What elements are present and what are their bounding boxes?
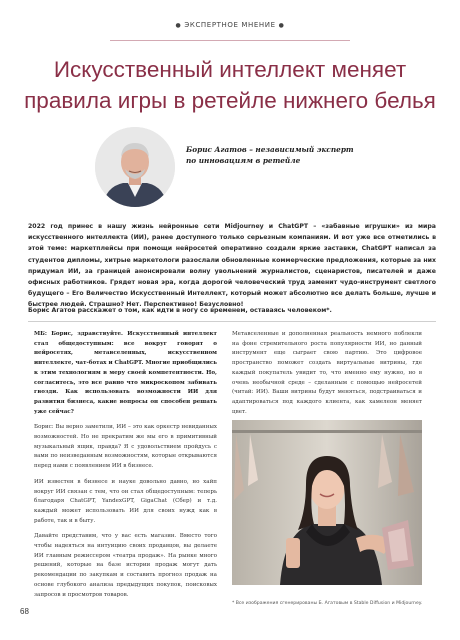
title-line-1: Искусственный интеллект меняет	[53, 57, 407, 82]
store-illustration	[232, 420, 422, 585]
body-paragraph: ИИ известен в бизнесе и науке довольно давно, но хайп вокруг ИИ связан с тем, что он стал общедоступным: теперь благодаря ChatGPT, YandexGPT, GigaChat (Сбер) и т.д. каждый может использовать ИИ для своих нужд как в работе, так и в быту.	[34, 478, 217, 524]
kicker-text: ЭКСПЕРТНОЕ МНЕНИЕ	[184, 21, 276, 29]
page-number: 68	[20, 607, 29, 616]
author-caption	[186, 144, 366, 166]
bullet-icon: ●	[175, 22, 182, 29]
lead-subhead: Борис Агатов расскажет о том, как идти в ногу со временем, оставаясь человеком*.	[28, 307, 332, 314]
image-footnote: * Все изображения сгенерированы Б. Агатовым в Stable Diffusion и Midjourney.	[232, 601, 423, 606]
body-paragraph: Давайте представим, что у вас есть магазин. Вместо того чтобы надеяться на интуицию своих продавцов, вы делаете ИИ главным режиссером «театра продаж». На рынке много решений, которые на базе истории продаж могут дать рекомендации по закупкам и составить прогноз продаж на основе глубокого анализа предыдущих покупок, поисковых запросов и просмотров товаров.	[34, 533, 217, 598]
interview-question: МБ: Борис, здравствуйте. Искусственный интеллект стал общедоступным: все вокруг говорят о нейросетях, метавселенных, искусственном интеллекте, чат-ботах и ChatGPT. Многие приобщились к этим технологиям в меру своей компетентности. Но, согласитесь, это все равно что микроскопом забивать гвозди. Как использовать возможности ИИ для развития бизнеса, какие вопросы он способен решать уже сейчас?	[34, 331, 217, 415]
bullet-icon: ●	[278, 22, 285, 29]
column-right	[232, 330, 422, 423]
interview-answer: Борис: Вы верно заметили, ИИ – это как оркестр невиданных возможностей. Но не прекратим же мы его в примитивный музыкальный ящик, правда? Я с удовольствием пройдусь с вами по неизведанным возможностям, которые открываются перед нами с появлением ИИ в бизнесе.	[34, 424, 217, 470]
section-kicker	[0, 21, 460, 29]
author-name: Борис Агатов – независимый эксперт	[186, 145, 354, 154]
lead-paragraph: 2022 год принес в нашу жизнь нейронные сети Midjourney и ChatGPT – «забавные игрушки» из мира искусственного интеллекта (ИИ), ранее доступного только серьезным компаниям. И вот уже все отметились в этой теме: маркетплейсы при помощи нейросетей оперативно создали яркие заставки, ChatGPT написал за студентов дипломы, хитрые маркетологи разослали обновленные коммерческие предложения, которые за них придумал ИИ, за границей анонсировали волну увольнений журналистов, сценаристов, писателей и даже офисных работников. Грядет новая эра, когда дорогой человеческий труд заменит чудо-инструмент светлого будущего – Его Величество Искусственный Интеллект, который может абсолютно все делать больше, лучше и быстрее людей. Страшно? Нет. Перспективно! Безусловно!	[28, 223, 436, 309]
section-divider	[28, 321, 436, 322]
author-portrait	[95, 127, 175, 207]
divider	[110, 40, 350, 41]
body-paragraph: Метавселенные и дополненная реальность немного поблекли на фоне стремительного роста популярности ИИ, но данный инструмент еще сыграет свою партию. Это цифровое пространство поможет создать виртуальные витрины, где каждый покупатель увидит то, что именно ему нужно, но в очень необычной среде – сделанным с помощью нейросетей (читай: ИИ). Ваши витрины будут меняться, подстраиваться и адаптироваться под каждого клиента, как хамелеон меняет цвет.	[232, 331, 422, 415]
shopper-image	[232, 420, 422, 585]
author-role: по инновациям в ретейле	[186, 156, 301, 165]
column-left	[34, 330, 217, 606]
title-line-2: правила игры в ретейле нижнего белья	[24, 88, 436, 113]
author-photo	[95, 127, 175, 207]
article-title	[20, 54, 440, 116]
